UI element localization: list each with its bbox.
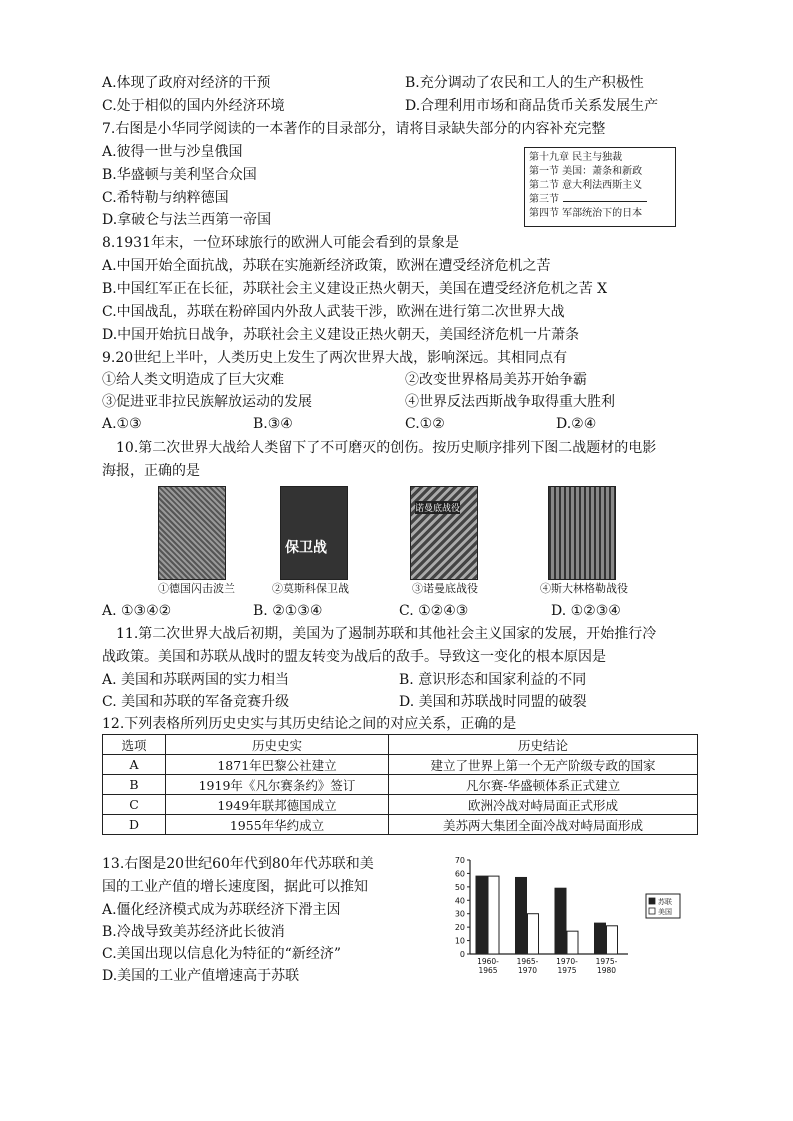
table-row — [103, 795, 698, 815]
table-cell: 凡尔赛-华盛顿体系正式建立 — [389, 775, 698, 795]
q6-option-d: D.合理利用市场和商品货币关系发展生产 — [405, 98, 659, 114]
q12-stem: 12.下列表格所列历史史实与其历史结论之间的对应关系，正确的是 — [102, 716, 517, 732]
bar-ussr — [516, 877, 527, 954]
q10-option-d: D. ①②③④ — [551, 603, 621, 619]
q9-option-b: B.③④ — [253, 416, 293, 432]
bar-usa — [528, 914, 539, 954]
poster-2-caption: ②莫斯科保卫战 — [272, 582, 349, 595]
toc-section-4: 第四节 军部统治下的日本 — [529, 208, 643, 219]
q13-option-b: B.冷战导致美苏经济此长彼消 — [102, 924, 285, 940]
bar-ussr — [555, 888, 566, 954]
q13-option-a: A.僵化经济模式成为苏联经济下滑主因 — [102, 902, 341, 918]
q8-option-d: D.中国开始抗日战争，苏联社会主义建设正热火朝天，美国经济危机一片萧条 — [102, 327, 580, 343]
q7-stem: 7.右图是小华同学阅读的一本著作的目录部分，请将目录缺失部分的内容补充完整 — [102, 121, 606, 137]
q10-option-b: B. ②①③④ — [253, 603, 323, 619]
table-cell: D — [103, 815, 166, 835]
q9-item-1: ①给人类文明造成了巨大灾难 — [102, 372, 284, 388]
q9-item-4: ④世界反法西斯战争取得重大胜利 — [405, 394, 615, 410]
poster-1-caption: ①德国闪击波兰 — [158, 582, 235, 595]
y-tick-label: 10 — [454, 936, 465, 946]
table-cell: 欧洲冷战对峙局面正式形成 — [389, 795, 698, 815]
bar-ussr — [595, 923, 606, 954]
y-tick-label: 70 — [454, 856, 465, 865]
table-row — [103, 815, 698, 835]
q8-option-c: C.中国战乱，苏联在粉碎国内外敌人武装干涉，欧洲在进行第二次世界大战 — [102, 304, 565, 320]
q10-stem-line1: 10.第二次世界大战给人类留下了不可磨灭的创伤。按历史顺序排列下图二战题材的电影 — [116, 440, 657, 456]
toc-box — [524, 147, 676, 227]
poster-4-caption: ④斯大林格勒战役 — [540, 582, 628, 595]
poster-4-image — [548, 486, 616, 580]
legend-label: 美国 — [658, 908, 672, 916]
q9-item-2: ②改变世界格局美苏开始争霸 — [405, 372, 587, 388]
bar-usa — [488, 876, 499, 954]
q13-stem-line1: 13.右图是20世纪60年代到80年代苏联和美 — [102, 856, 374, 872]
poster-3-title: 诺曼底战役 — [415, 501, 460, 514]
table-header: 历史结论 — [389, 735, 698, 755]
x-tick-label: 1965- — [516, 957, 539, 966]
growth-bar-chart — [450, 850, 690, 975]
q13-option-d: D.美国的工业产值增速高于苏联 — [102, 968, 300, 984]
q11-option-c: C. 美国和苏联的军备竞赛升级 — [102, 694, 290, 710]
poster-2-title: 保卫战 — [285, 540, 327, 556]
q11-option-a: A. 美国和苏联两国的实力相当 — [102, 672, 290, 688]
x-tick-label: 1965 — [478, 966, 498, 975]
q11-stem-line2: 战政策。美国和苏联从战时的盟友转变为战后的敌手。导致这一变化的根本原因是 — [102, 649, 606, 665]
y-tick-label: 30 — [454, 909, 465, 919]
table-cell: B — [103, 775, 166, 795]
table-cell: C — [103, 795, 166, 815]
y-tick-label: 20 — [454, 923, 465, 933]
table-row — [103, 755, 698, 775]
x-tick-label: 1960- — [477, 957, 499, 966]
table-header-row — [103, 735, 698, 755]
poster-3-caption: ③诺曼底战役 — [412, 582, 478, 595]
legend-swatch — [649, 898, 655, 904]
q9-option-c: C.①② — [405, 416, 445, 432]
q9-stem: 9.20世纪上半叶，人类历史上发生了两次世界大战，影响深远。其相同点有 — [102, 350, 568, 366]
table-cell: 1871年巴黎公社建立 — [166, 755, 389, 775]
table-cell: 建立了世界上第一个无产阶级专政的国家 — [389, 755, 698, 775]
table-cell: 美苏两大集团全面冷战对峙局面形成 — [389, 815, 698, 835]
q13-option-c: C.美国出现以信息化为特征的“新经济” — [102, 946, 341, 962]
poster-1-image — [158, 486, 226, 580]
q10-option-c: C. ①②④③ — [399, 603, 469, 619]
table-header: 选项 — [103, 735, 166, 755]
table-header: 历史史实 — [166, 735, 389, 755]
q9-option-a: A.①③ — [102, 416, 142, 432]
poster-3-image — [410, 486, 478, 580]
table-cell: 1955年华约成立 — [166, 815, 389, 835]
q7-option-b: B.华盛顿与美利坚合众国 — [102, 167, 257, 183]
x-tick-label: 1970 — [517, 966, 538, 975]
q9-option-d: D.②④ — [556, 416, 597, 432]
toc-section-1: 第一节 美国：萧条和新政 — [529, 166, 643, 177]
poster-2-image — [280, 486, 348, 580]
table-row — [103, 775, 698, 795]
q11-option-d: D. 美国和苏联战时同盟的破裂 — [399, 694, 587, 710]
legend-swatch — [649, 908, 655, 914]
toc-section-3: 第三节 — [529, 193, 671, 207]
q9-item-3: ③促进亚非拉民族解放运动的发展 — [102, 394, 312, 410]
y-tick-label: 0 — [459, 950, 465, 959]
y-tick-label: 50 — [454, 882, 465, 892]
x-tick-label: 1975 — [557, 966, 577, 975]
q7-option-d: D.拿破仑与法兰西第一帝国 — [102, 212, 272, 228]
q13-stem-line2: 国的工业产值的增长速度图，据此可以推知 — [102, 879, 368, 895]
q10-stem-line2: 海报，正确的是 — [102, 463, 200, 479]
legend-label: 苏联 — [658, 898, 672, 906]
q10-option-a: A. ①③④② — [102, 603, 172, 619]
x-tick-label: 1980 — [596, 966, 617, 975]
q8-option-a: A.中国开始全面抗战，苏联在实施新经济政策，欧洲在遭受经济危机之苦 — [102, 258, 551, 274]
table-cell: A — [103, 755, 166, 775]
y-tick-label: 40 — [454, 896, 465, 906]
table-cell: 1949年联邦德国成立 — [166, 795, 389, 815]
history-table — [102, 734, 698, 835]
x-tick-label: 1970- — [556, 957, 578, 966]
q6-option-c: C.处于相似的国内外经济环境 — [102, 98, 285, 114]
toc-chapter: 第十九章 民主与独裁 — [529, 152, 623, 163]
q6-option-b: B.充分调动了农民和工人的生产积极性 — [405, 75, 644, 91]
x-tick-label: 1975- — [595, 957, 618, 966]
q7-option-c: C.希特勒与纳粹德国 — [102, 190, 229, 206]
q11-stem-line1: 11.第二次世界大战后初期，美国为了遏制苏联和其他社会主义国家的发展，开始推行冷 — [116, 626, 657, 642]
bar-ussr — [476, 876, 487, 954]
q7-option-a: A.彼得一世与沙皇俄国 — [102, 144, 243, 160]
bar-usa — [607, 926, 618, 954]
q8-option-b: B.中国红军正在长征，苏联社会主义建设正热火朝天，美国在遭受经济危机之苦 X — [102, 281, 608, 297]
table-cell: 1919年《凡尔赛条约》签订 — [166, 775, 389, 795]
q8-stem: 8.1931年末，一位环球旅行的欧洲人可能会看到的景象是 — [102, 235, 459, 251]
toc-section-2: 第二节 意大利法西斯主义 — [529, 180, 643, 191]
y-tick-label: 60 — [454, 869, 465, 879]
bar-usa — [567, 931, 578, 954]
q6-option-a: A.体现了政府对经济的干预 — [102, 75, 271, 91]
q11-option-b: B. 意识形态和国家利益的不同 — [399, 672, 587, 688]
